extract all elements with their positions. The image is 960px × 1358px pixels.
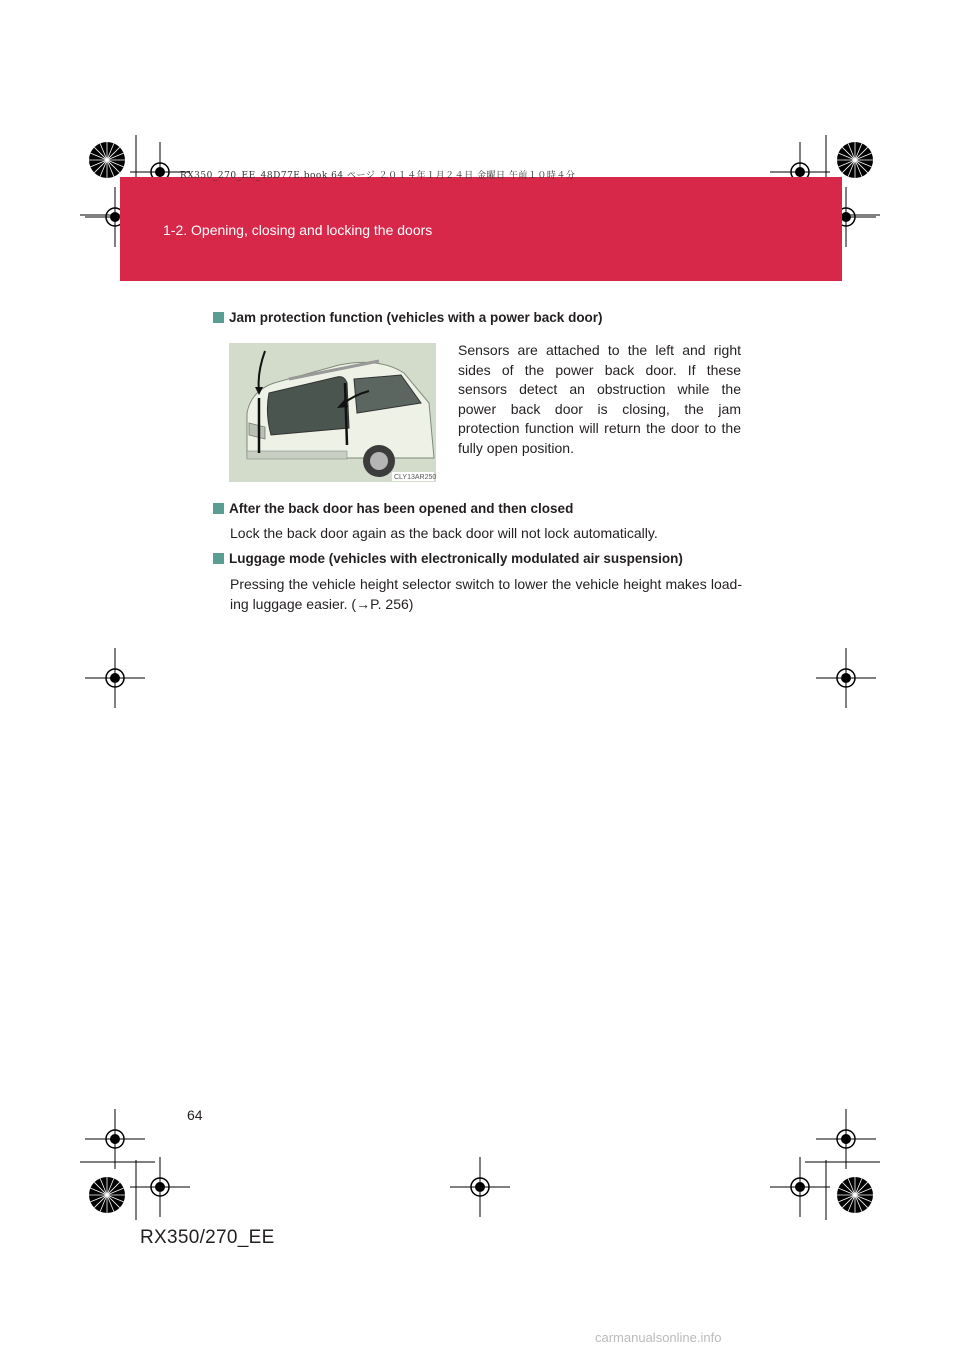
- suv-rear-illustration: [229, 343, 436, 482]
- square-bullet-icon: [213, 312, 224, 323]
- luggage-mode-text: Pressing the vehicle height selector switch to lower the vehicle height makes load-ing luggage easier. (→P. 256): [230, 576, 742, 612]
- section-heading-jam-protection: Jam protection function (vehicles with a power back door): [213, 310, 603, 325]
- jam-protection-text: Sensors are attached to the left and right sides of the power back door. If these sensors detect an obstruction while the power back door is closing, the jam protection function will return the door to the fully open position.: [458, 342, 741, 456]
- watermark: carmanualsonline.info: [595, 1330, 722, 1345]
- model-code: RX350/270_EE: [140, 1227, 275, 1248]
- back-door-closed-text: Lock the back door again as the back door will not lock automatically.: [230, 525, 658, 541]
- section-heading-luggage-mode: Luggage mode (vehicles with electronically modulated air suspension): [213, 551, 683, 566]
- square-bullet-icon: [213, 503, 224, 514]
- image-code-label: CLY13AR250: [394, 474, 436, 481]
- square-bullet-icon: [213, 553, 224, 564]
- section-title: 1-2. Opening, closing and locking the doors: [163, 222, 433, 238]
- print-info: RX350_270_EE_48D77E.book 64 ページ ２０１４年１月２４日 金曜日 午前１０時４分: [180, 171, 576, 181]
- page-number: 64: [187, 1107, 203, 1123]
- vehicle-illustration: [229, 343, 436, 482]
- section-heading-back-door-closed: After the back door has been opened and then closed: [213, 501, 573, 516]
